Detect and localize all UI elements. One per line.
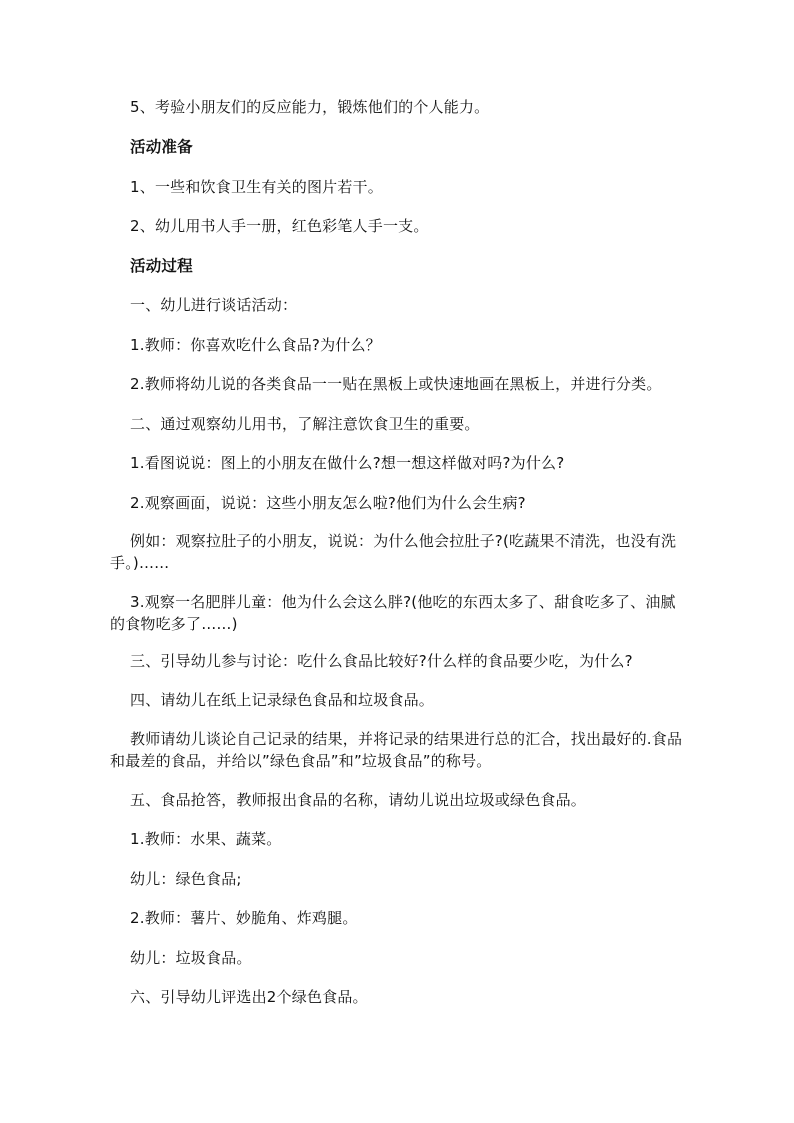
quiz-child-2: 幼儿：垃圾食品。	[130, 949, 252, 967]
quiz-teacher-2: 2.教师：薯片、妙脆角、炸鸡腿。	[130, 909, 358, 927]
quiz-child-1: 幼儿：绿色食品;	[130, 870, 242, 888]
process-step-1: 一、幼儿进行谈话活动：	[130, 296, 298, 314]
process-step-1-item-2: 2.教师将幼儿说的各类食品一一贴在黑板上或快速地画在黑板上，并进行分类。	[130, 375, 662, 393]
process-step-3: 三、引导幼儿参与讨论：吃什么食品比较好?什么样的食品要少吃，为什么?	[130, 652, 633, 670]
process-step-6: 六、引导幼儿评选出2个绿色食品。	[130, 988, 368, 1006]
process-step-5: 五、食品抢答，教师报出食品的名称，请幼儿说出垃圾或绿色食品。	[130, 791, 587, 809]
quiz-teacher-1: 1.教师：水果、蔬菜。	[130, 830, 282, 848]
section-heading-process: 活动过程	[130, 257, 193, 275]
preparation-item-2: 2、幼儿用书人手一册，红色彩笔人手一支。	[130, 217, 429, 235]
teacher-summary-paragraph: 教师请幼儿谈论自己记录的结果，并将记录的结果进行总的汇合，找出最好的.食品和最差的食品，并给以”绿色食品”和”垃圾食品”的称号。	[110, 730, 683, 770]
process-step-2-item-1: 1.看图说说：图上的小朋友在做什么?想一想这样做对吗?为什么?	[130, 454, 565, 472]
preparation-item-1: 1、一些和饮食卫生有关的图片若干。	[130, 178, 383, 196]
process-step-1-item-1: 1.教师：你喜欢吃什么食品?为什么？	[130, 336, 381, 354]
example-paragraph: 例如：观察拉肚子的小朋友，说说：为什么他会拉肚子?(吃蔬果不清洗，也没有洗手。)……	[110, 532, 677, 572]
goal-item-5: 5、考验小朋友们的反应能力，锻炼他们的个人能力。	[130, 98, 490, 116]
section-heading-preparation: 活动准备	[130, 138, 193, 156]
process-step-4: 四、请幼儿在纸上记录绿色食品和垃圾食品。	[130, 691, 435, 709]
process-step-2: 二、通过观察幼儿用书，了解注意饮食卫生的重要。	[130, 415, 480, 433]
process-step-2-item-2: 2.观察画面，说说：这些小朋友怎么啦?他们为什么会生病?	[130, 494, 526, 512]
process-step-2-item-3: 3.观察一名肥胖儿童：他为什么会这么胖?(他吃的东西太多了、甜食吃多了、油腻的食物吃多了……)	[110, 593, 676, 633]
